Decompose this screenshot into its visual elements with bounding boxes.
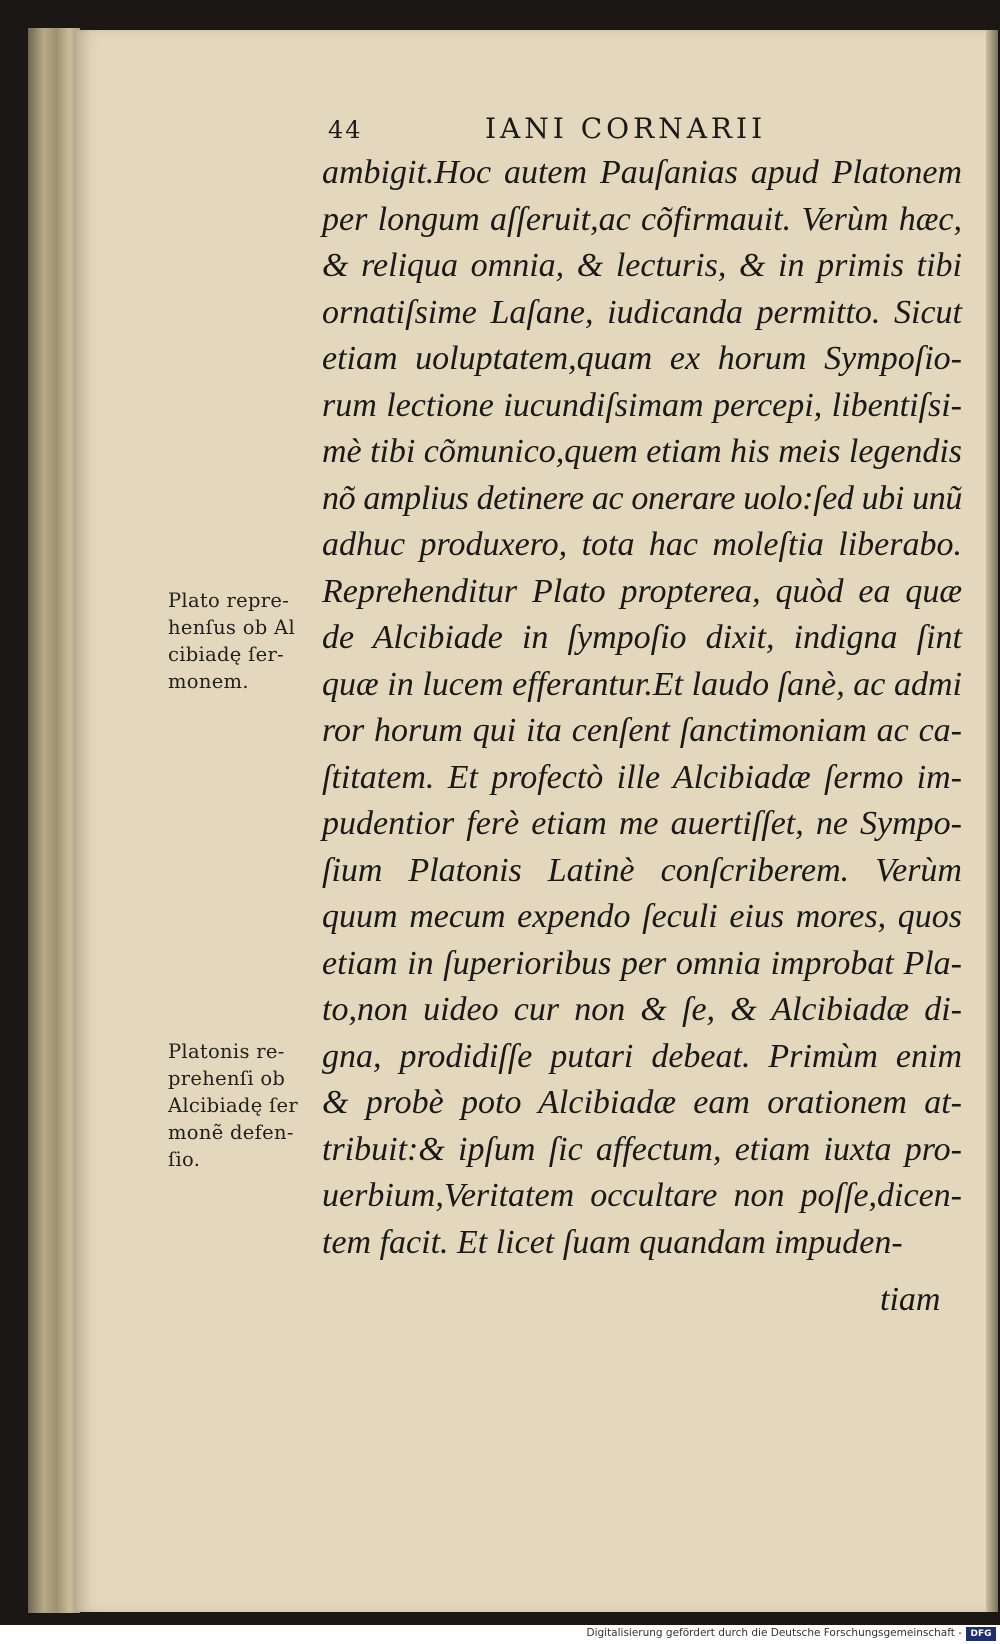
- page-edges: [28, 28, 80, 1613]
- text-line: adhuc produxero, tota hac moleſtia liberabo.: [322, 526, 962, 563]
- marginal-note-line: monem.: [168, 670, 249, 693]
- text-line: ror horum qui ita cenſent ſanctimoniam ac ca-: [322, 712, 962, 749]
- marginal-note-line: henſus ob Al: [168, 616, 295, 639]
- dfg-logo: DFG: [966, 1627, 996, 1641]
- marginal-note-line: prehenſi ob: [168, 1067, 286, 1090]
- text-line: pudentior ferè etiam me auertiſſet, ne Sympo-: [322, 805, 962, 842]
- text-line: nõ amplius detinere ac onerare uolo:ſed ubi unũ: [322, 479, 962, 517]
- text-line: & probè poto Alcibiadæ eam orationem at-: [322, 1084, 962, 1121]
- text-line: tribuit:& ipſum ſic affectum, etiam iuxta pro-: [322, 1130, 962, 1168]
- text-line: mè tibi cõmunico,quem etiam his meis legendis: [322, 433, 962, 470]
- marginal-note-line: cibiadę ſer-: [168, 643, 284, 666]
- text-line: uerbium,Veritatem occultare non poſſe,dicen-: [322, 1177, 962, 1214]
- marginal-note-line: Plato repre-: [168, 589, 290, 612]
- text-line: gna, prodidiſſe putari debeat. Primùm enim: [322, 1037, 962, 1075]
- text-line: etiam uoluptatem,quam ex horum Sympoſio-: [322, 340, 962, 377]
- page-number: 44: [328, 116, 363, 144]
- funding-credit: Digitalisierung gefördert durch die Deutsche Forschungsgemeinschaft -: [586, 1627, 962, 1639]
- text-line: ſium Platonis Latinè conſcriberem. Verùm: [322, 851, 962, 889]
- catchword: tiam: [880, 1281, 941, 1318]
- text-line: tem facit. Et licet ſuam quandam impuden-: [322, 1223, 903, 1261]
- text-line: to,non uideo cur non & ſe, & Alcibiadæ di-: [322, 991, 962, 1028]
- marginal-note: [168, 1038, 318, 1173]
- marginal-note: [168, 587, 318, 695]
- text-line: & reliqua omnia, & lecturis, & in primis tibi: [322, 247, 962, 284]
- marginal-note-line: Platonis re-: [168, 1040, 285, 1063]
- text-line: quæ in lucem efferantur.Et laudo ſanè, ac admi: [322, 665, 962, 703]
- text-line: rum lectione iucundiſsimam percepi, libentiſsi-: [322, 386, 962, 424]
- main-text-block: [322, 150, 962, 1266]
- text-line: de Alcibiade in ſympoſio dixit, indigna ſint: [322, 619, 962, 656]
- text-line: ſtitatem. Et profectò ille Alcibiadæ ſermo im-: [322, 758, 962, 796]
- running-title: IANI CORNARII: [485, 112, 767, 145]
- running-head: [0, 110, 1000, 150]
- text-line: quum mecum expendo ſeculi eius mores, quos: [322, 898, 962, 935]
- marginal-note-line: monẽ defen-: [168, 1121, 294, 1144]
- text-line: Reprehenditur Plato propterea, quòd ea quæ: [322, 572, 962, 610]
- page-right-edge: [986, 30, 998, 1612]
- text-line: etiam in ſuperioribus per omnia improbat Pla-: [322, 944, 962, 982]
- marginal-note-line: Alcibiadę ſer: [168, 1094, 299, 1117]
- text-line: ornatiſsime Laſane, iudicanda permitto. Sicut: [322, 293, 962, 331]
- marginal-note-line: ſio.: [168, 1148, 201, 1171]
- text-line: per longum aſſeruit,ac cõfirmauit. Verùm hæc,: [322, 200, 962, 238]
- text-line: ambigit.Hoc autem Pauſanias apud Platonem: [322, 154, 962, 191]
